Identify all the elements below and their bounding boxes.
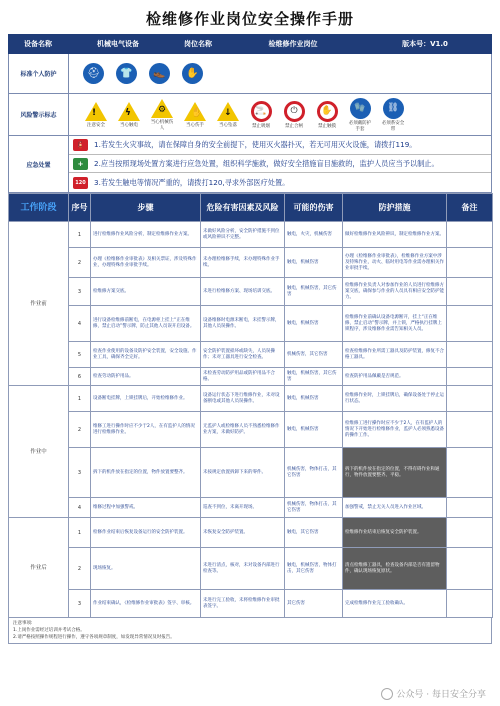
harm-cell: 机械伤害，物体打击，其它伤害: [285, 448, 343, 498]
harm-cell: 触电，机械伤害，其它伤害: [285, 278, 343, 306]
step-cell: 设备断电挂牌，上锁挂牌后，开始检维修作业。: [91, 386, 201, 412]
table-row: [9, 412, 493, 448]
mandatory-label: 必须系安全带: [381, 120, 405, 132]
watermark: [381, 687, 486, 700]
harm-cell: 机械伤害，其它伤害: [285, 342, 343, 368]
row-number: 4: [69, 498, 91, 518]
table-row: [9, 278, 493, 306]
manual-page: [8, 4, 492, 703]
harm-cell: 触电，机械伤害: [285, 306, 343, 342]
step-cell: 办理《检维修作业审批表》及相关票证，涉及特殊作业，办理特殊作业审批手续。: [91, 248, 201, 278]
remark-cell: [447, 368, 493, 386]
emergency-row: [8, 136, 492, 193]
step-cell: 现场恢复。: [91, 548, 201, 590]
notes-title: 注意事项:: [13, 621, 33, 626]
risk-signs-label: 风险警示标志: [9, 94, 69, 135]
ambulance-120-icon: 120: [73, 177, 88, 189]
no-smoking-icon: 🚬: [251, 101, 272, 122]
remark-cell: [447, 222, 493, 248]
row-number: 2: [69, 548, 91, 590]
harm-cell: 触电，机械伤害: [285, 386, 343, 412]
harm-cell: 其它伤害: [285, 590, 343, 618]
harm-cell: 触电，机械伤害: [285, 248, 343, 278]
step-cell: 进行检维修作业风险分析，制定检维修作业方案。: [91, 222, 201, 248]
row-number: 1: [69, 518, 91, 548]
step-cell: 维修工进行操作时应不少于2人，在有监护人的情况进行检维修作业。: [91, 412, 201, 448]
note-item: 1.上岗作业需经过培训并考试合格。: [13, 628, 85, 633]
safety-shoes-icon: 👞: [149, 63, 170, 84]
measure-cell: 检维修作业结束后恢复安全防护装置。: [343, 518, 447, 548]
ppe-label: 标准个人防护: [9, 54, 69, 93]
table-body: [9, 222, 493, 618]
stage-cell: 作业后: [9, 518, 69, 618]
warning-label: 注意安全: [87, 122, 105, 128]
wechat-logo-icon: [381, 688, 393, 700]
measure-cell: 拆下的机件放在指定的位置，不得有碍作业和通行，物件放置要整齐、平稳。: [343, 448, 447, 498]
emergency-text: 2.应当按照现场处置方案进行应急处置，组织科学施救，做好安全措施盲目施救的，监护人员应当予以制止。: [94, 158, 439, 168]
risk-cell: 未进行完工验收，未将检维修作业审批表签字。: [201, 590, 285, 618]
remark-cell: [447, 278, 493, 306]
remark-cell: [447, 412, 493, 448]
col-stage: 工作阶段: [9, 194, 69, 222]
table-row: [9, 342, 493, 368]
machine-injury-icon: ⚙: [151, 99, 173, 118]
row-number: 1: [69, 222, 91, 248]
gloves-icon: ✋: [182, 63, 203, 84]
measure-cell: 检维修作业前确认设备电源断开，挂上“正在维修，禁止启动”警示牌，并上锁，严格执行挂牌上锁程序，涉及维修作业需告知相关人员。: [343, 306, 447, 342]
remark-cell: [447, 248, 493, 278]
risk-cell: 未进行清点，核对，未对设备内部进行检查等。: [201, 548, 285, 590]
risk-signs-row: [8, 94, 492, 136]
measure-cell: 办理《检维修作业审批表》，检维修作业方案中涉及特殊作业，动火、临时用电等作业需办理相关作业审批手续。: [343, 248, 447, 278]
hard-hat-icon: ⛑: [83, 63, 104, 84]
table-row: [9, 498, 493, 518]
caution-icon: !: [85, 102, 107, 121]
stage-cell: 作业前: [9, 222, 69, 386]
table-row: [9, 222, 493, 248]
measure-cell: 检查防护用品佩戴是否规范。: [343, 368, 447, 386]
emergency-item: [69, 136, 491, 155]
electric-shock-icon: ϟ: [118, 102, 140, 121]
procedure-table: [8, 193, 493, 618]
harm-cell: 机械伤害，物体打击，其它伤害: [285, 498, 343, 518]
remark-cell: [447, 590, 493, 618]
col-measure: 防护措施: [343, 194, 447, 222]
warning-label: 当心触电: [120, 122, 138, 128]
col-remark: 备注: [447, 194, 493, 222]
risk-cell: 未检查劳动防护用品或防护用品不合格。: [201, 368, 285, 386]
measure-cell: 清点检维修工器具，检查设备内部是否有遗留物件，确认现场恢复原状。: [343, 548, 447, 590]
emergency-text: 3.若发生触电等情况严重的，请拨打120,寻求外部医疗处置。: [94, 177, 290, 187]
remark-cell: [447, 548, 493, 590]
page-title: 检维修作业岗位安全操作手册: [145, 10, 354, 28]
version-value: V1.0: [430, 40, 448, 48]
table-row: [9, 306, 493, 342]
risk-cell: 设备维修时电源未断电，未挂警示牌，其他人员误操作。: [201, 306, 285, 342]
ppe-icons: [69, 54, 491, 93]
prohibition-label: 禁止触摸: [318, 123, 336, 129]
col-harm: 可能的伤害: [285, 194, 343, 222]
info-header: [8, 34, 492, 54]
measure-cell: 检查检维修作业所需工器具及防护装置，修复不合格工器具。: [343, 342, 447, 368]
step-cell: 维修过程中加强警戒。: [91, 498, 201, 518]
step-cell: 作业结束确认，《检维修作业审批表》签字、审核。: [91, 590, 201, 618]
risk-signs-icons: [69, 94, 491, 135]
row-number: 2: [69, 412, 91, 448]
remark-cell: [447, 386, 493, 412]
measure-cell: 检维修作业时，上锁挂牌后，确保设备处于停止运行状态。: [343, 386, 447, 412]
risk-cell: 安全防护装置损坏或缺失，人员误操作；未对工器具进行安全检查。: [201, 342, 285, 368]
remark-cell: [447, 306, 493, 342]
harm-cell: 触电，其它伤害: [285, 518, 343, 548]
col-step: 步骤: [91, 194, 201, 222]
wear-gloves-icon: 🧤: [350, 98, 371, 119]
step-cell: 检查劳动防护用品。: [91, 368, 201, 386]
row-number: 3: [69, 278, 91, 306]
equip-value: 机械电气设备: [97, 40, 139, 48]
harm-cell: 触电，机械伤害: [285, 412, 343, 448]
no-switch-on-icon: ⏻: [284, 101, 305, 122]
risk-cell: 未办理检维修手续，未办理特殊作业手续。: [201, 248, 285, 278]
prohibition-label: 禁止合闸: [285, 123, 303, 129]
risk-cell: 未进行检维修方案、现场培训交底。: [201, 278, 285, 306]
emergency-label: 应急处置: [9, 136, 69, 192]
measure-cell: 做好检维修作业风险辨识，制定检维修作业方案。: [343, 222, 447, 248]
harm-cell: 触电，机械伤害，其它伤害: [285, 368, 343, 386]
fire-extinguisher-icon: 🧯: [73, 139, 88, 151]
first-aid-icon: +: [73, 158, 88, 170]
post-label: 岗位名称: [184, 40, 212, 48]
risk-cell: 未按规定放置拆卸下来的零件。: [201, 448, 285, 498]
equip-label: 设备名称: [24, 40, 52, 48]
post-value: 检维修作业岗位: [268, 40, 318, 48]
remark-cell: [447, 498, 493, 518]
remark-cell: [447, 342, 493, 368]
warning-label: 当心机械伤人: [150, 119, 174, 131]
safety-belt-icon: ⛓: [383, 98, 404, 119]
risk-cell: 无监护人或检维修人员不熟悉检维修作业方案，未做好防护。: [201, 412, 285, 448]
row-number: 5: [69, 342, 91, 368]
row-number: 6: [69, 368, 91, 386]
note-item: 2.请严格按照操作规程进行操作，遵守各项规章制度，如发现异常情况及时报告。: [13, 635, 175, 640]
table-row: [9, 518, 493, 548]
col-risk: 危险有害因素及风险: [201, 194, 285, 222]
risk-cell: 未恢复安全防护装置。: [201, 518, 285, 548]
harm-cell: 触电，火灾，机械伤害: [285, 222, 343, 248]
table-row: [9, 386, 493, 412]
step-cell: 检查作业使用的设备及防护安全装置，安全设施、作业工具，确保齐全完好。: [91, 342, 201, 368]
step-cell: 进行设备检维修前断电，在电源柜上挂上“正在维修，禁止启动”警示牌，防止其他人员误开启设备。: [91, 306, 201, 342]
hand-injury-icon: ✋: [184, 102, 206, 121]
row-number: 4: [69, 306, 91, 342]
ppe-row: [8, 54, 492, 94]
remark-cell: [447, 518, 493, 548]
risk-cell: 设备运行状态下进行维修作业，未对设备断电或其他人员误操作。: [201, 386, 285, 412]
version: [358, 39, 492, 49]
table-row: [9, 368, 493, 386]
measure-cell: 完成检维修作业完工验收确认。: [343, 590, 447, 618]
work-clothes-icon: 👕: [116, 63, 137, 84]
table-row: [9, 448, 493, 498]
remark-cell: [447, 448, 493, 498]
harm-cell: 触电，机械伤害，物体打击，其它伤害: [285, 548, 343, 590]
row-number: 1: [69, 386, 91, 412]
warning-label: 当心伤手: [186, 122, 204, 128]
emergency-list: [69, 136, 491, 192]
step-cell: 检修作业结束后恢复设备运行的安全防护装置。: [91, 518, 201, 548]
step-cell: 检维修方案交底。: [91, 278, 201, 306]
emergency-text: 1.若发生火灾事故，请在保障自身的安全前提下，使用灭火器扑灭，若无可用灭火设施，请拨打119。: [94, 139, 417, 149]
risk-cell: 未做好风险分析，安全防护措施不到位或风险辨识不完整。: [201, 222, 285, 248]
row-number: 3: [69, 590, 91, 618]
notes: [8, 618, 492, 644]
measure-cell: 加强警戒，禁止无关人员进入作业区域。: [343, 498, 447, 518]
watermark-text: 公众号 · 每日安全分享: [396, 690, 486, 700]
warning-label: 当心坠落: [219, 122, 237, 128]
table-header: [9, 194, 493, 222]
step-cell: 拆下的机件放在指定的位置，物件放置要整齐。: [91, 448, 201, 498]
table-row: [9, 548, 493, 590]
col-no: 序号: [69, 194, 91, 222]
measure-cell: 检维修工进行操作时应不少于2人，在有监护人的情况下开始进行检维修作业，监护人必须熟悉设备的操作工作。: [343, 412, 447, 448]
measure-cell: 检维修作业负责人对参加作业的人员进行检维修方案交底，确保参与作业的人员具有相应安全防护能力。: [343, 278, 447, 306]
version-label: 版本号：: [402, 40, 431, 48]
table-row: [9, 248, 493, 278]
risk-cell: 巡查不到位，未离开现场。: [201, 498, 285, 518]
stage-cell: 作业中: [9, 386, 69, 518]
emergency-item: [69, 173, 491, 192]
no-touch-icon: ✋: [317, 101, 338, 122]
mandatory-label: 必须戴防护手套: [348, 120, 372, 132]
emergency-item: [69, 155, 491, 174]
fall-hazard-icon: ↓: [217, 102, 239, 121]
table-row: [9, 590, 493, 618]
prohibition-label: 禁止吸烟: [252, 123, 270, 129]
row-number: 3: [69, 448, 91, 498]
row-number: 2: [69, 248, 91, 278]
